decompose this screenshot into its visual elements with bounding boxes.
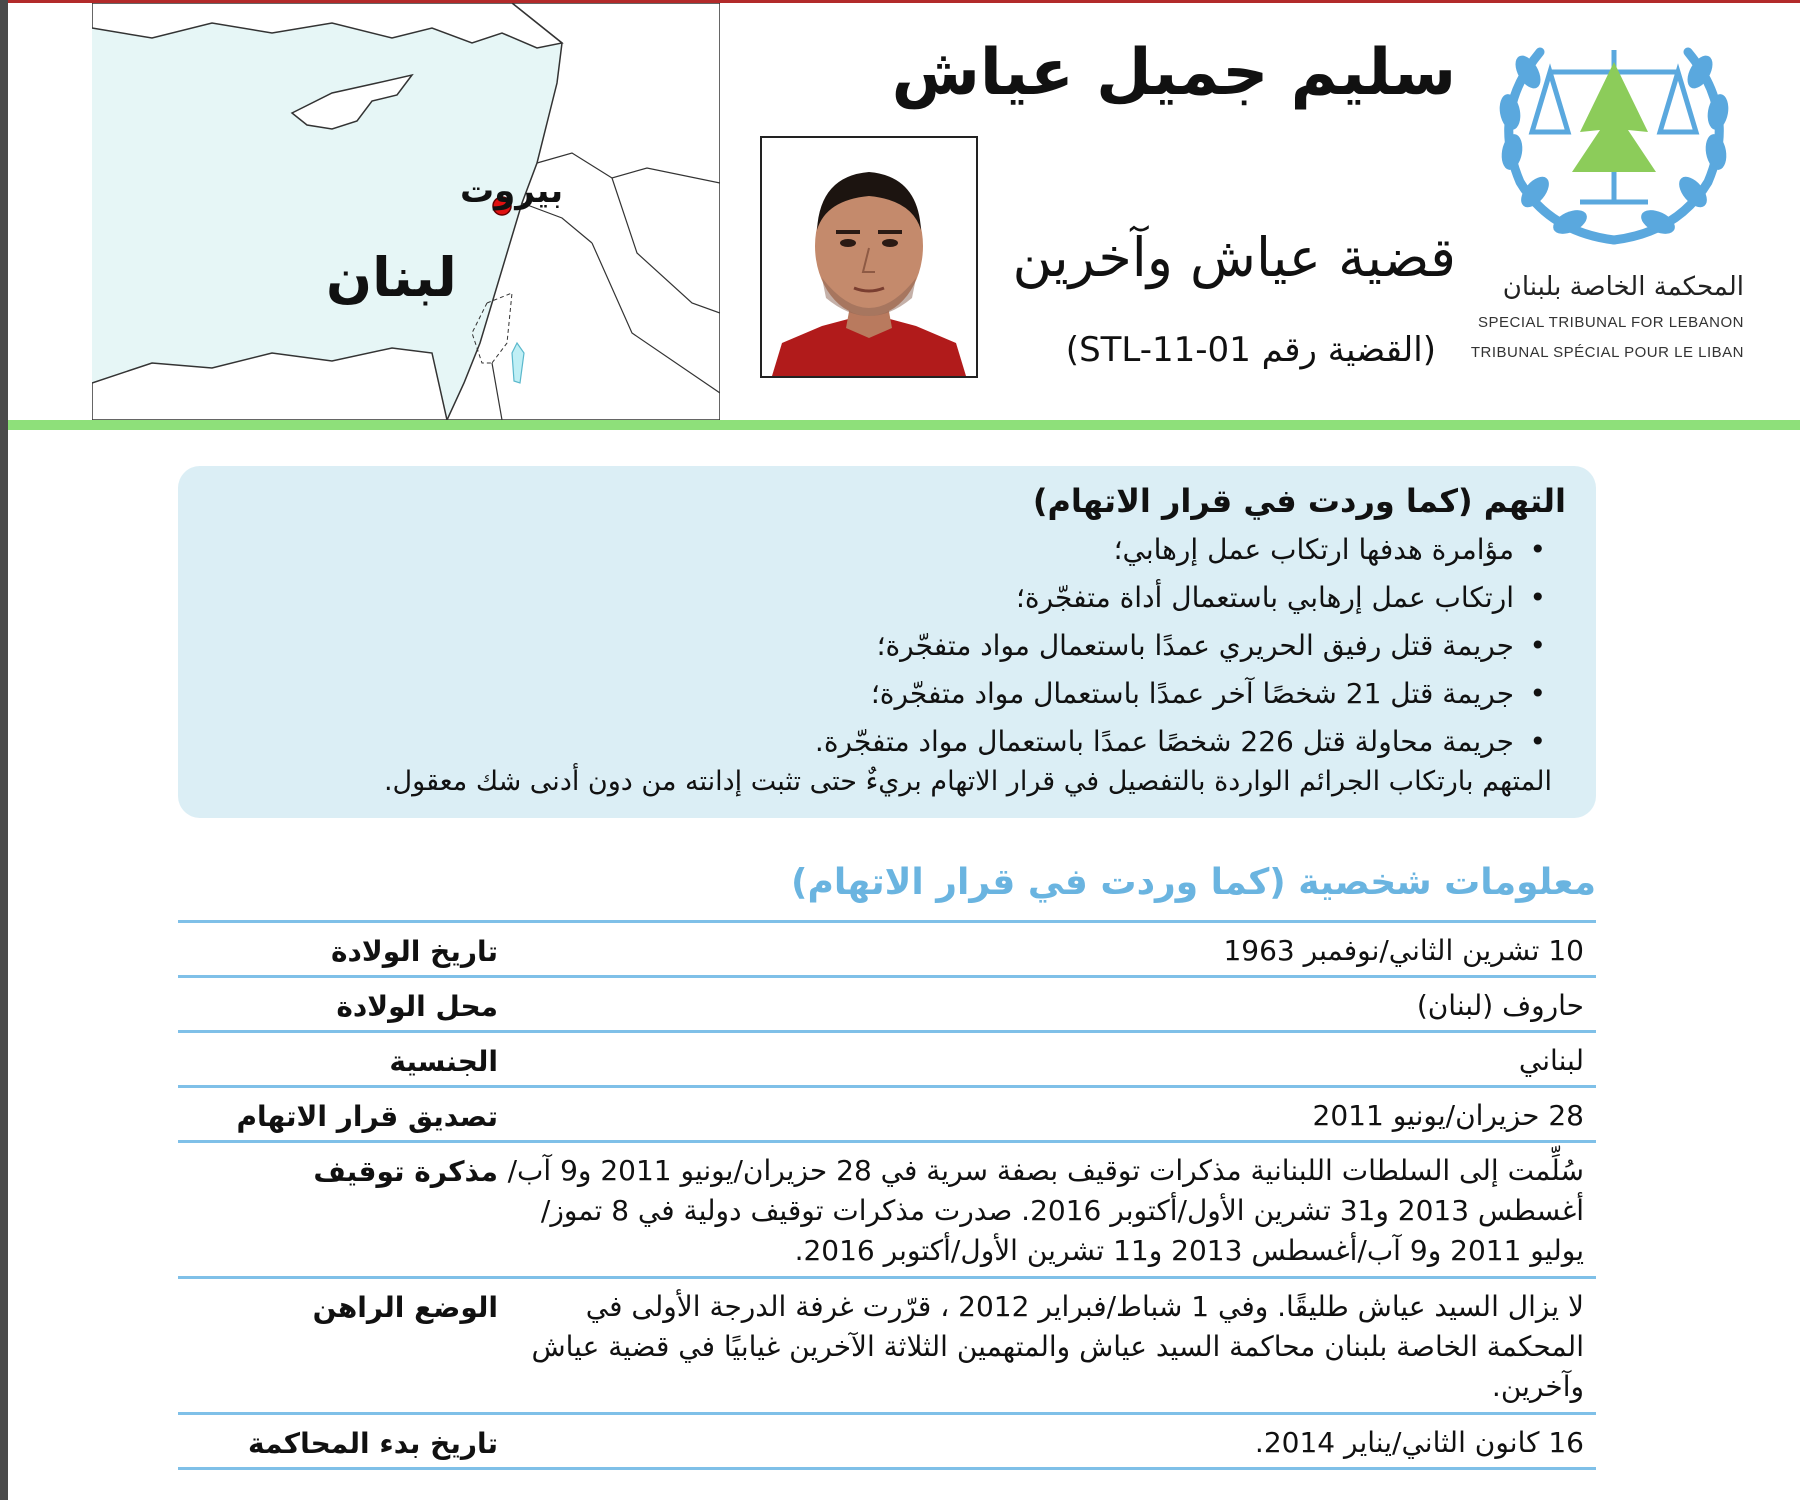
info-row-arrest-warrant: [178, 1143, 1596, 1279]
logo-arabic-text: المحكمة الخاصة بلبنان: [1502, 272, 1744, 302]
presumption-note: المتهم بارتكاب الجرائم الواردة بالتفصيل في قرار الاتهام بريءٌ حتى تثبت إدانته من دون أدنى شك معقول.: [383, 766, 1552, 797]
portrait-image: [762, 138, 976, 376]
charge-item: • جريمة محاولة قتل 226 شخصًا عمدًا باستعمال مواد متفجّرة.: [208, 718, 1546, 766]
info-value: لا يزال السيد عياش طليقًا. وفي 1 شباط/فبراير 2012 ، قرّرت غرفة الدرجة الأولى في المحكمة الخاصة بلبنان محاكمة السيد عياش والمتهمين الثلاثة الآخرين غيابيًا في قضية عياش وآخرين.: [531, 1290, 1584, 1403]
charges-list: [208, 526, 1566, 766]
left-edge-strip: [0, 0, 8, 1500]
info-label: الجنسية: [389, 1045, 498, 1078]
charge-item: • ارتكاب عمل إرهابي باستعمال أداة متفجّرة؛: [208, 574, 1546, 622]
accused-name: سليم جميل عياش: [891, 36, 1456, 110]
personal-info-heading: معلومات شخصية (كما وردت في قرار الاتهام): [790, 862, 1596, 903]
info-value: 16 كانون الثاني/يناير 2014.: [1254, 1426, 1584, 1459]
info-label: تاريخ الولادة: [330, 935, 498, 968]
accused-photo: [760, 136, 978, 378]
location-map: [92, 3, 720, 420]
info-row-nationality: [178, 1033, 1596, 1088]
info-value: 28 حزيران/يونيو 2011: [1312, 1099, 1584, 1132]
info-row-trial-start: [178, 1415, 1596, 1470]
charge-item: • جريمة قتل 21 شخصًا آخر عمدًا باستعمال مواد متفجّرة؛: [208, 670, 1546, 718]
charges-box: [178, 466, 1596, 818]
info-label: الوضع الراهن: [312, 1291, 498, 1324]
info-row-indictment-confirmation: [178, 1088, 1596, 1143]
map-graphic: [92, 3, 720, 420]
info-value: لبناني: [1518, 1044, 1584, 1077]
case-title: قضية عياش وآخرين: [1012, 226, 1456, 289]
info-label: تاريخ بدء المحاكمة: [248, 1427, 498, 1460]
header-divider: [8, 420, 1800, 430]
charges-heading: التهم (كما وردت في قرار الاتهام): [1032, 482, 1566, 520]
logo-english-text: SPECIAL TRIBUNAL FOR LEBANON: [1477, 314, 1744, 331]
personal-info-table: [178, 920, 1596, 1470]
map-country-label: لبنان: [326, 246, 457, 309]
info-value: 10 تشرين الثاني/نوفمبر 1963: [1223, 934, 1584, 967]
tribunal-logo: [1480, 22, 1748, 248]
info-label: تصديق قرار الاتهام: [236, 1100, 498, 1133]
map-city-label: بيروت: [460, 171, 564, 211]
un-wreath-scales-emblem: [1480, 22, 1748, 248]
logo-french-text: TRIBUNAL SPÉCIAL POUR LE LIBAN: [1470, 344, 1744, 361]
info-label: مذكرة توقيف: [313, 1155, 498, 1188]
info-value: سُلِّمت إلى السلطات اللبنانية مذكرات توقيف بصفة سرية في 28 حزيران/يونيو 2011 و9 آب/أغسطس 2013 و31 تشرين الأول/أكتوبر 2016. صدرت مذكرات توقيف دولية في 8 تموز/يوليو 2011 و9 آب/أغسطس 2013 و11 تشرين الأول/أكتوبر 2016.: [507, 1154, 1584, 1267]
case-number: (القضية رقم STL-11-01): [1065, 330, 1436, 370]
info-label: محل الولادة: [336, 990, 498, 1023]
info-value: حاروف (لبنان): [1416, 989, 1584, 1022]
info-row-birth-place: [178, 978, 1596, 1033]
charge-item: • جريمة قتل رفيق الحريري عمدًا باستعمال مواد متفجّرة؛: [208, 622, 1546, 670]
info-row-birth-date: [178, 923, 1596, 978]
charge-item: • مؤامرة هدفها ارتكاب عمل إرهابي؛: [208, 526, 1546, 574]
info-row-current-status: [178, 1279, 1596, 1415]
